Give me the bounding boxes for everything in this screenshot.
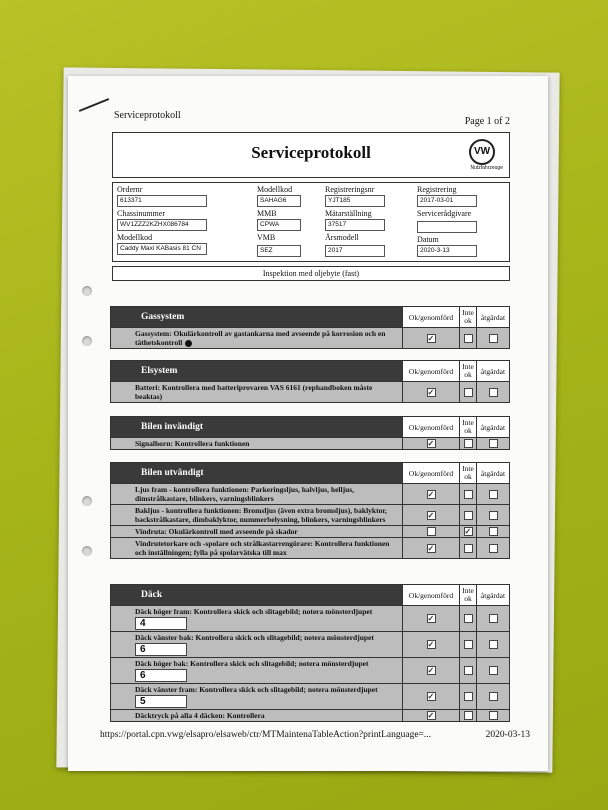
- tread-depth-field[interactable]: 4: [135, 617, 187, 630]
- col-ok: Ok/genomförd: [402, 361, 459, 381]
- inte-ok-checkbox[interactable]: [464, 640, 473, 649]
- ordernr-value: 613371: [117, 195, 207, 207]
- arsmodell-label: Årsmodell: [325, 233, 359, 242]
- inte-ok-checkbox[interactable]: [464, 711, 473, 720]
- vw-logo-icon: VW: [469, 139, 495, 165]
- section-title: Elsystem: [111, 361, 402, 381]
- atgardat-checkbox[interactable]: [489, 388, 498, 397]
- tread-depth-field[interactable]: 6: [135, 669, 187, 682]
- inte-ok-checkbox[interactable]: [464, 439, 473, 448]
- mmb-value: CPWA: [257, 219, 301, 231]
- atgardat-checkbox[interactable]: [489, 711, 498, 720]
- col-inte: Inte ok: [459, 585, 476, 605]
- title-box: [112, 132, 510, 178]
- atgardat-checkbox[interactable]: [489, 692, 498, 701]
- inte-ok-checkbox[interactable]: [464, 490, 473, 499]
- punch-hole: [82, 546, 92, 556]
- ok-checkbox[interactable]: ✓: [427, 692, 435, 701]
- row-text: Vindrutetorkare och -spolare och strålkastarrengörare: Kontrollera funktionen och inställningen; fylla på spolarvätska till max: [135, 539, 390, 557]
- row-text: Däck höger bak: Kontrollera skick och slitagebild; notera mönsterdjupet: [135, 659, 369, 668]
- punch-hole: [82, 496, 92, 506]
- page-footer: [100, 730, 530, 740]
- ordernr-label: Ordernr: [117, 185, 143, 194]
- section-title: Däck: [111, 585, 402, 605]
- section-gassystem: [110, 306, 510, 349]
- servicerad-label: Servicerådgivare: [417, 209, 472, 218]
- inte-ok-checkbox[interactable]: [464, 666, 473, 675]
- col-inte: Inte ok: [459, 417, 476, 437]
- table-row: [111, 438, 509, 449]
- col-atgardat: åtgärdat: [476, 463, 509, 483]
- table-row: [111, 684, 509, 710]
- tread-depth-field[interactable]: 6: [135, 643, 187, 656]
- atgardat-checkbox[interactable]: [489, 490, 498, 499]
- regnr-value: YJT185: [325, 195, 385, 207]
- atgardat-checkbox[interactable]: [489, 614, 498, 623]
- modellkod2-label: Modellkod: [257, 185, 293, 194]
- inte-ok-checkbox[interactable]: [464, 334, 473, 343]
- pen-mark: [79, 98, 109, 112]
- ok-checkbox[interactable]: ✓: [427, 387, 435, 397]
- row-text: Däcktryck på alla 4 däcken: Kontrollera: [135, 711, 265, 720]
- col-ok: Ok/genomförd: [402, 463, 459, 483]
- section-dack: [110, 584, 510, 722]
- mmb-label: MMB: [257, 209, 277, 218]
- ok-checkbox[interactable]: ✓: [427, 614, 435, 623]
- table-row: [111, 710, 509, 721]
- vehicle-info: [112, 182, 510, 262]
- col-atgardat: åtgärdat: [476, 361, 509, 381]
- table-row: [111, 484, 509, 505]
- vmb-value: SEZ: [257, 245, 301, 257]
- row-text: Däck vänster bak: Kontrollera skick och slitagebild; notera mönsterdjupet: [135, 633, 374, 642]
- atgardat-checkbox[interactable]: [489, 527, 498, 536]
- modellkod-desc: Caddy Maxi KABasis 81 CN: [117, 243, 207, 255]
- row-text: Vindruta: Okulärkontroll med avseende på skador: [135, 527, 298, 536]
- section-title: Bilen invändigt: [111, 417, 402, 437]
- document-page: [68, 76, 548, 771]
- ok-checkbox[interactable]: ✓: [427, 666, 435, 675]
- footer-url: https://portal.cpn.vwg/elsapro/elsaweb/ctr/MTMaintenaTableAction?printLanguage=...: [100, 730, 432, 740]
- tread-depth-field[interactable]: 5: [135, 695, 187, 708]
- row-text: Bakljus - kontrollera funktionen: Bromsljus (även extra bromsljus), baklyktor, backstrålkastare, dimbaklyktor, nummerbelysning, blinkers, varningsblinkers: [135, 506, 387, 524]
- servicerad-value: [417, 221, 477, 233]
- modellkod-label: Modellkod: [117, 233, 153, 242]
- section-elsystem: [110, 360, 510, 403]
- col-ok: Ok/genomförd: [402, 307, 459, 327]
- section-title: Bilen utvändigt: [111, 463, 402, 483]
- section-title: Gassystem: [111, 307, 402, 327]
- atgardat-checkbox[interactable]: [489, 439, 498, 448]
- datum-label: Datum: [417, 235, 439, 244]
- ok-checkbox[interactable]: [427, 527, 436, 536]
- row-text: Däck höger fram: Kontrollera skick och slitagebild; notera mönsterdjupet: [135, 607, 373, 616]
- ok-checkbox[interactable]: ✓: [427, 543, 435, 553]
- matar-value: 37517: [325, 219, 385, 231]
- vmb-label: VMB: [257, 233, 276, 242]
- table-row: [111, 328, 509, 348]
- punch-hole: [82, 336, 92, 346]
- chassinummer-label: Chassinummer: [117, 209, 165, 218]
- atgardat-checkbox[interactable]: [489, 511, 498, 520]
- atgardat-checkbox[interactable]: [489, 544, 498, 553]
- inte-ok-checkbox[interactable]: ✓: [464, 527, 472, 536]
- section-bilen-invandigt: [110, 416, 510, 450]
- inte-ok-checkbox[interactable]: [464, 544, 473, 553]
- arsmodell-value: 2017: [325, 245, 385, 257]
- ok-checkbox[interactable]: ✓: [427, 510, 435, 520]
- col-inte: Inte ok: [459, 361, 476, 381]
- table-row: [111, 606, 509, 632]
- col-ok: Ok/genomförd: [402, 417, 459, 437]
- row-text: Gassystem: Okulärkontroll av gastankarna med avseende på korrosion och en täthetskontroll: [135, 329, 386, 347]
- section-bilen-utvandigt: [110, 462, 510, 559]
- logo-subtitle: Nutzfahrzeuge: [470, 165, 503, 171]
- table-row: [111, 505, 509, 526]
- ok-checkbox[interactable]: ✓: [427, 640, 435, 649]
- registrering-value: 2017-03-01: [417, 195, 477, 207]
- table-row: [111, 538, 509, 558]
- punch-hole: [82, 286, 92, 296]
- row-text: Batteri: Kontrollera med batteriprovaren VAS 6161 (rephandboken måste beaktas): [135, 383, 373, 401]
- table-row: [111, 658, 509, 684]
- chassinummer-value: WV1ZZZ2KZHX086784: [117, 219, 207, 231]
- header-left: Serviceprotokoll: [114, 110, 181, 121]
- modellkod2-value: SAHAG6: [257, 195, 301, 207]
- col-atgardat: åtgärdat: [476, 417, 509, 437]
- row-text: Ljus fram - kontrollera funktionen: Parkeringsljus, halvljus, helljus, dimstrålkastare, blinkers, varningsblinkers: [135, 485, 355, 503]
- regnr-label: Registreringsnr: [325, 185, 375, 194]
- bullet-icon: [185, 340, 192, 347]
- page-title: Serviceprotokoll: [251, 143, 371, 162]
- atgardat-checkbox[interactable]: [489, 334, 498, 343]
- page-number: Page 1 of 2: [464, 116, 510, 127]
- row-text: Signalhorn: Kontrollera funktionen: [135, 439, 250, 448]
- ok-checkbox[interactable]: ✓: [427, 489, 435, 499]
- inte-ok-checkbox[interactable]: [464, 614, 473, 623]
- table-row: [111, 526, 509, 538]
- col-inte: Inte ok: [459, 307, 476, 327]
- ok-checkbox[interactable]: ✓: [427, 333, 435, 343]
- table-row: [111, 632, 509, 658]
- inte-ok-checkbox[interactable]: [464, 692, 473, 701]
- col-atgardat: åtgärdat: [476, 307, 509, 327]
- atgardat-checkbox[interactable]: [489, 666, 498, 675]
- table-row: [111, 382, 509, 402]
- col-atgardat: åtgärdat: [476, 585, 509, 605]
- footer-date: 2020-03-13: [485, 730, 530, 740]
- col-inte: Inte ok: [459, 463, 476, 483]
- ok-checkbox[interactable]: ✓: [427, 439, 435, 448]
- atgardat-checkbox[interactable]: [489, 640, 498, 649]
- registrering-label: Registrering: [417, 185, 457, 194]
- inte-ok-checkbox[interactable]: [464, 388, 473, 397]
- row-text: Däck vänster fram: Kontrollera skick och slitagebild; notera mönsterdjupet: [135, 685, 378, 694]
- datum-value: 2020-3-13: [417, 245, 477, 257]
- ok-checkbox[interactable]: ✓: [427, 711, 435, 720]
- inspection-type: Inspektion med oljebyte (fast): [112, 266, 510, 281]
- inte-ok-checkbox[interactable]: [464, 511, 473, 520]
- col-ok: Ok/genomförd: [402, 585, 459, 605]
- matar-label: Mätarställning: [325, 209, 372, 218]
